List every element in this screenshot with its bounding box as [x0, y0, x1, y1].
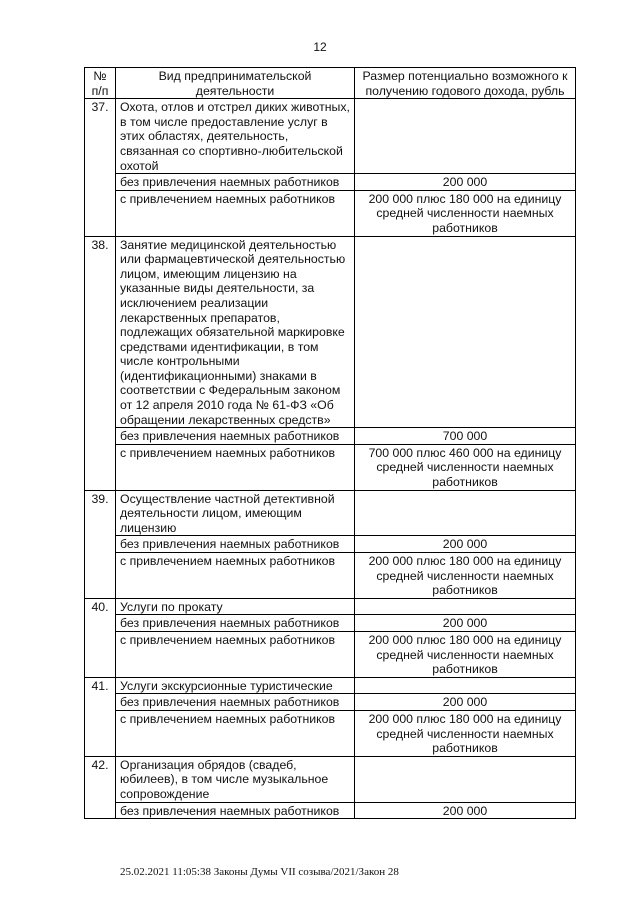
table-row [85, 444, 576, 490]
row-number: 41. [85, 677, 116, 756]
header-amount: Размер потенциально возможного к получению годового дохода, рубль [355, 68, 576, 99]
with-employees-label: с привлечением наемных работников [116, 190, 355, 236]
table-row [85, 428, 576, 445]
row-number: 42. [85, 756, 116, 818]
with-employees-label: с привлечением наемных работников [116, 710, 355, 756]
table-row [85, 236, 576, 428]
with-employees-value: 700 000 плюс 460 000 на единицу средней численности наемных работников [355, 444, 576, 490]
table-row [85, 490, 576, 536]
activity-title: Занятие медицинской деятельностью или фармацевтической деятельностью лицом, имеющим лицензию на указанные виды деятельности, за исключением реализации лекарственных препаратов, подлежащих обязательной маркировке средствами идентификации, в том числе контрольными (идентификационными) знаками в соответствии с Федеральным законом от 12 апреля 2010 года № 61-ФЗ «Об обращении лекарственных средств» [116, 236, 355, 428]
activity-title: Осуществление частной детективной деятельности лицом, имеющим лицензию [116, 490, 355, 536]
empty-cell [355, 598, 576, 615]
with-employees-label: с привлечением наемных работников [116, 553, 355, 599]
table-row [85, 694, 576, 711]
table-row [85, 802, 576, 819]
table-row [85, 190, 576, 236]
empty-cell [355, 236, 576, 428]
with-employees-value: 200 000 плюс 180 000 на единицу средней численности наемных работников [355, 710, 576, 756]
table-row [85, 677, 576, 694]
table-row [85, 536, 576, 553]
income-table [84, 67, 576, 819]
activity-title: Организация обрядов (свадеб, юбилеев), в том числе музыкальное сопровождение [116, 756, 355, 802]
without-employees-value: 700 000 [355, 428, 576, 445]
without-employees-label: без привлечения наемных работников [116, 615, 355, 632]
row-number: 38. [85, 236, 116, 490]
without-employees-value: 200 000 [355, 694, 576, 711]
header-number: № п/п [85, 68, 116, 99]
activity-title: Услуги по прокату [116, 598, 355, 615]
without-employees-value: 200 000 [355, 536, 576, 553]
with-employees-label: с привлечением наемных работников [116, 631, 355, 677]
with-employees-value: 200 000 плюс 180 000 на единицу средней численности наемных работников [355, 631, 576, 677]
without-employees-label: без привлечения наемных работников [116, 536, 355, 553]
table-header-row [85, 68, 576, 99]
without-employees-value: 200 000 [355, 615, 576, 632]
table-row [85, 756, 576, 802]
activity-title: Услуги экскурсионные туристические [116, 677, 355, 694]
without-employees-label: без привлечения наемных работников [116, 428, 355, 445]
with-employees-value: 200 000 плюс 180 000 на единицу средней численности наемных работников [355, 553, 576, 599]
table-row [85, 174, 576, 191]
row-number: 37. [85, 99, 116, 236]
without-employees-label: без привлечения наемных работников [116, 174, 355, 191]
table-row [85, 615, 576, 632]
with-employees-value: 200 000 плюс 180 000 на единицу средней численности наемных работников [355, 190, 576, 236]
empty-cell [355, 677, 576, 694]
with-employees-label: с привлечением наемных работников [116, 444, 355, 490]
table-row [85, 598, 576, 615]
empty-cell [355, 756, 576, 802]
header-activity: Вид предпринимательской деятельности [116, 68, 355, 99]
empty-cell [355, 99, 576, 174]
table-row [85, 710, 576, 756]
row-number: 40. [85, 598, 116, 677]
table-row [85, 99, 576, 174]
row-number: 39. [85, 490, 116, 598]
table-row [85, 631, 576, 677]
without-employees-label: без привлечения наемных работников [116, 802, 355, 819]
empty-cell [355, 490, 576, 536]
activity-title: Охота, отлов и отстрел диких животных, в том числе предоставление услуг в этих областях, деятельность, связанная со спортивно-любительской охотой [116, 99, 355, 174]
without-employees-value: 200 000 [355, 174, 576, 191]
without-employees-value: 200 000 [355, 802, 576, 819]
document-footer: 25.02.2021 11:05:38 Законы Думы VII созыва/2021/Закон 28 [120, 866, 399, 878]
page-number: 12 [313, 40, 327, 54]
without-employees-label: без привлечения наемных работников [116, 694, 355, 711]
table-row [85, 553, 576, 599]
